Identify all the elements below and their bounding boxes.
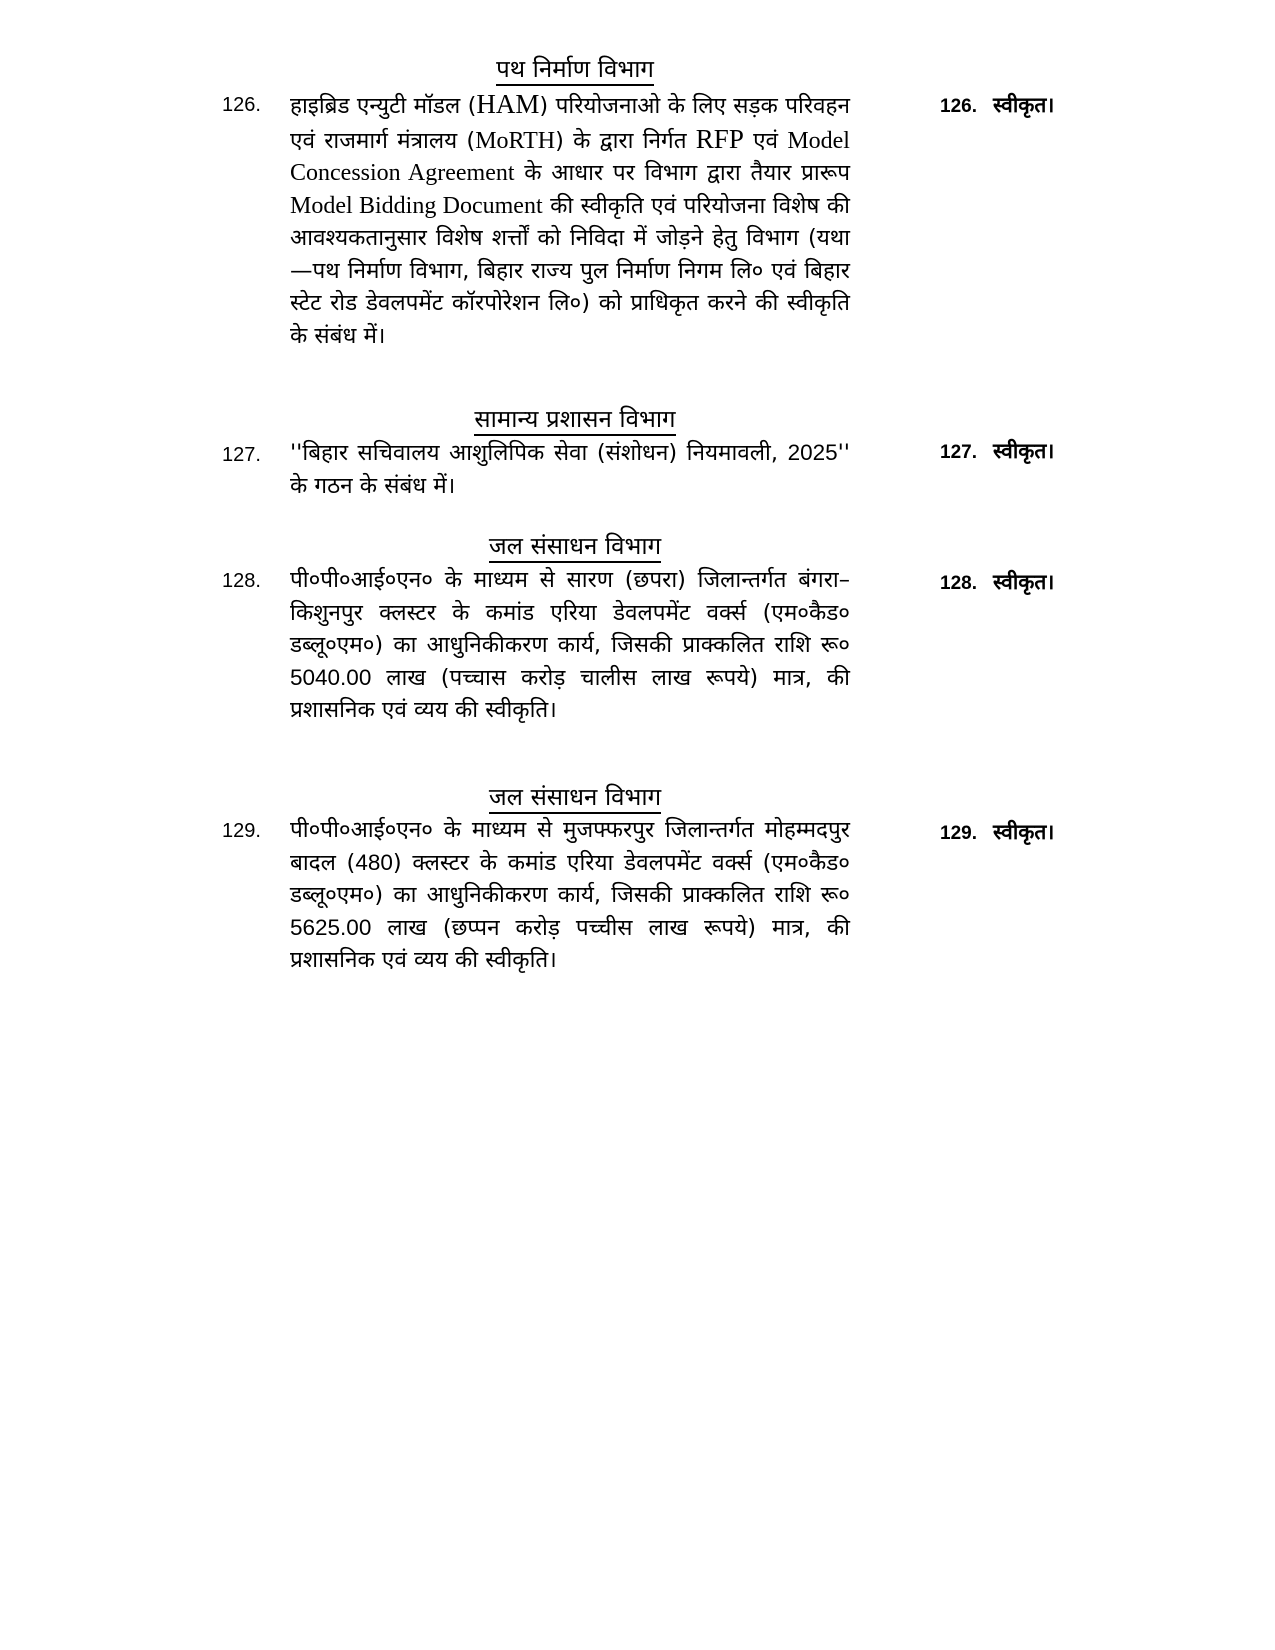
decision: [940, 436, 1140, 468]
text-part: ) के द्वारा निर्गत: [555, 127, 696, 154]
item-description: [290, 88, 850, 352]
item-description: [290, 437, 850, 502]
decision-number: 129.: [940, 823, 977, 844]
text-part-latin: Model Concession Agreement: [290, 127, 850, 186]
item-number: 128.: [222, 570, 261, 592]
decision-text: स्वीकृत।: [992, 820, 1055, 844]
decision-text: स्वीकृत।: [992, 439, 1055, 463]
decision: [940, 817, 1140, 849]
text-part-latin: RFP: [695, 123, 744, 154]
item-description: [290, 564, 850, 727]
decision-number: 127.: [940, 442, 977, 463]
text-part-latin: HAM: [476, 89, 540, 119]
department-heading: [290, 54, 860, 84]
text-part: के आधार पर विभाग द्वारा तैयार प्रारूप: [514, 160, 850, 186]
decision-number: 126.: [940, 96, 977, 117]
text-part-number: 2025: [787, 440, 838, 465]
text-part: एवं: [743, 127, 788, 154]
text-part: लाख (छप्पन करोड़ पच्चीस लाख रूपये) मात्र, की प्रशासनिक एवं व्यय की स्वीकृति।: [290, 914, 850, 973]
decision: [940, 567, 1140, 599]
department-heading: [290, 404, 860, 434]
text-part: हाइब्रिड एन्युटी मॉडल (: [290, 93, 477, 119]
text-part: ) क्लस्टर के कमांड एरिया डेवलपमेंट वर्क्स (एम०कैड० डब्लू०एम०) का आधुनिकीकरण कार्य, जिसकी प्राक्कलित राशि रू०: [290, 849, 850, 908]
department-heading-text: जल संसाधन विभाग: [489, 783, 661, 814]
text-part: पी०पी०आई०एन० के माध्यम से सारण (छपरा) जिलान्तर्गत बंगरा– किशुनपुर क्लस्टर के कमांड एरिया डेवलपमेंट वर्क्स (एम०कैड० डब्लू०एम०) का आधुनिकीकरण कार्य, जिसकी प्राक्कलित राशि रू०: [290, 567, 850, 658]
text-part: ) परियोजनाओ के लिए सड़क परिवहन एवं राजमार्ग मंत्रालय (: [290, 93, 850, 154]
text-part-number: 5625.00: [290, 914, 372, 940]
text-part: '' के गठन के संबंध में।: [290, 440, 850, 499]
item-description: [290, 814, 850, 977]
decision-number: 128.: [940, 573, 977, 594]
text-part-latin: Model Bidding Document: [290, 192, 543, 219]
text-part: लाख (पच्चास करोड़ चालीस लाख रूपये) मात्र, की प्रशासनिक एवं व्यय की स्वीकृति।: [290, 664, 850, 723]
text-part-number: 5040.00: [290, 664, 372, 690]
item-number: 129.: [222, 820, 261, 842]
department-heading-text: सामान्य प्रशासन विभाग: [474, 405, 675, 436]
decision-text: स्वीकृत।: [992, 93, 1055, 117]
department-heading-text: जल संसाधन विभाग: [489, 532, 661, 563]
department-heading: [290, 531, 860, 561]
item-number: 126.: [222, 94, 261, 116]
text-part-latin: MoRTH: [475, 127, 556, 154]
text-part: ''बिहार सचिवालय आशुलिपिक सेवा (संशोधन) नियमावली,: [290, 440, 788, 466]
decision-text: स्वीकृत।: [992, 570, 1055, 594]
item-number: 127.: [222, 444, 261, 466]
text-part: पी०पी०आई०एन० के माध्यम से मुजफ्फरपुर जिलान्तर्गत मोहम्मदपुर बादल (: [290, 817, 850, 876]
decision: [940, 90, 1140, 122]
department-heading-text: पथ निर्माण विभाग: [496, 55, 654, 86]
text-part: की स्वीकृति एवं परियोजना विशेष की आवश्यकतानुसार विशेष शर्त्तों को निविदा में जोड़ने हेतु विभाग (यथा—पथ निर्माण विभाग, बिहार राज्य पुल निर्माण निगम लि० एवं बिहार स्टेट रोड डेवलपमेंट कॉरपोरेशन लि०) को प्राधिकृत करने की स्वीकृति के संबंध में।: [290, 192, 850, 349]
text-part-number: 480: [355, 849, 393, 875]
department-heading: [290, 782, 860, 812]
